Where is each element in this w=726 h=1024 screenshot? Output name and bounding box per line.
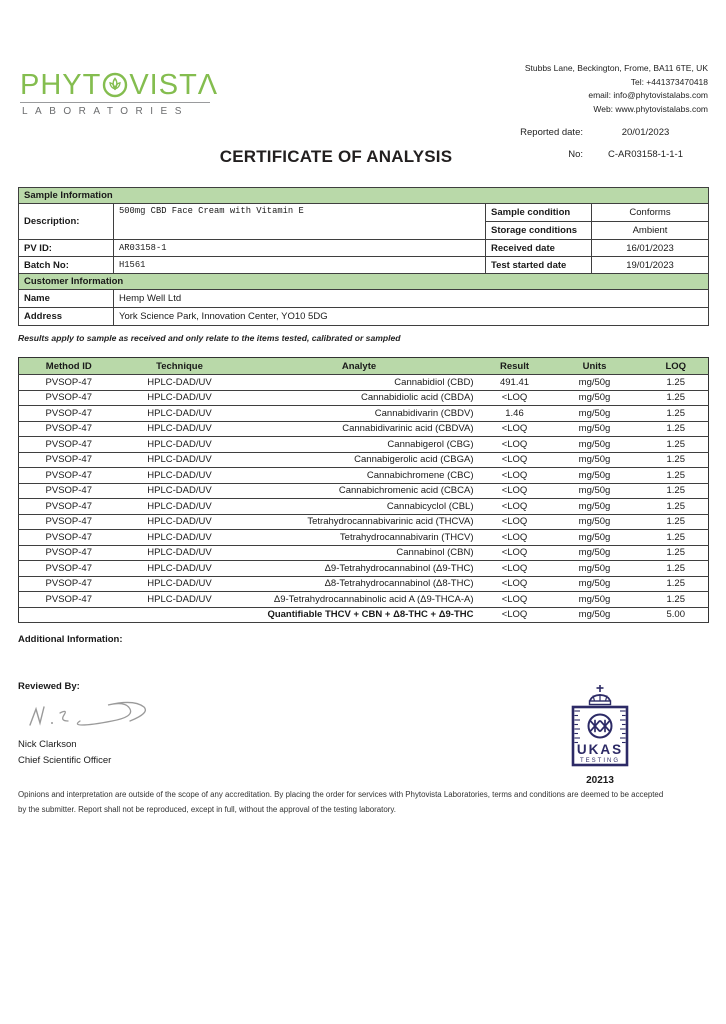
result-method: PVSOP-47 xyxy=(45,531,92,543)
ukas-type-text: TESTING xyxy=(579,758,621,764)
result-method: PVSOP-47 xyxy=(45,485,92,497)
result-units: mg/50g xyxy=(578,609,611,621)
result-row xyxy=(19,545,709,561)
lab-web: Web: www.phytovistalabs.com xyxy=(593,103,708,114)
batch-no-value: H1561 xyxy=(114,257,486,274)
sample-condition-value: Conforms xyxy=(592,204,709,222)
result-technique: HPLC-DAD/UV xyxy=(147,407,212,419)
result-method: PVSOP-47 xyxy=(45,376,92,388)
reported-date-row xyxy=(478,127,708,138)
result-value: 1.46 xyxy=(505,407,524,419)
page-title: CERTIFICATE OF ANALYSIS xyxy=(219,147,453,166)
logo-wordmark xyxy=(20,69,219,101)
result-row xyxy=(19,561,709,577)
leaf-circle-icon xyxy=(102,72,128,98)
test-started-label: Test started date xyxy=(486,257,592,274)
result-loq: 1.25 xyxy=(666,547,685,559)
result-row xyxy=(19,607,709,623)
result-method: PVSOP-47 xyxy=(45,407,92,419)
description-label: Description: xyxy=(19,204,114,240)
result-method xyxy=(19,607,119,623)
result-units: mg/50g xyxy=(578,392,611,404)
result-value: <LOQ xyxy=(501,485,528,497)
sample-condition-label: Sample condition xyxy=(486,204,592,222)
report-no-value: C-AR03158-1-1-1 xyxy=(608,149,683,160)
lab-address: Stubbs Lane, Beckington, Frome, BA11 6TE, UK xyxy=(524,63,708,73)
result-technique: HPLC-DAD/UV xyxy=(147,485,212,497)
result-loq: 1.25 xyxy=(666,531,685,543)
result-value: <LOQ xyxy=(501,438,528,450)
result-loq: 1.25 xyxy=(666,516,685,528)
result-analyte: Tetrahydrocannabivarinic acid (THCVA) xyxy=(307,516,474,528)
ukas-accreditation-number: 20213 xyxy=(586,775,614,786)
result-method: PVSOP-47 xyxy=(45,438,92,450)
result-value: <LOQ xyxy=(501,531,528,543)
result-value: <LOQ xyxy=(501,609,528,621)
result-technique: HPLC-DAD/UV xyxy=(147,423,212,435)
result-loq: 1.25 xyxy=(666,500,685,512)
test-started-value: 19/01/2023 xyxy=(592,257,709,274)
result-method: PVSOP-47 xyxy=(45,423,92,435)
reviewed-by-label: Reviewed By: xyxy=(18,681,80,692)
results-body xyxy=(19,375,709,623)
result-technique: HPLC-DAD/UV xyxy=(147,578,212,590)
result-analyte: Tetrahydrocannabivarin (THCV) xyxy=(339,531,474,543)
ukas-testing-logo-icon xyxy=(560,684,640,768)
received-date-value: 16/01/2023 xyxy=(592,240,709,257)
reported-date-value: 20/01/2023 xyxy=(621,127,670,138)
col-header-method: Method ID xyxy=(19,358,119,375)
result-row xyxy=(19,452,709,468)
results-header-row xyxy=(19,358,709,375)
result-loq: 1.25 xyxy=(666,485,685,497)
result-technique: HPLC-DAD/UV xyxy=(147,469,212,481)
customer-info-header: Customer Information xyxy=(19,274,709,290)
result-technique: HPLC-DAD/UV xyxy=(147,500,212,512)
result-analyte: Δ8-Tetrahydrocannabinol (Δ8-THC) xyxy=(324,578,474,590)
reported-date-label: Reported date: xyxy=(520,127,583,138)
result-value: <LOQ xyxy=(501,562,528,574)
result-analyte: Cannabigerolic acid (CBGA) xyxy=(354,454,474,466)
result-units: mg/50g xyxy=(578,485,611,497)
result-units: mg/50g xyxy=(578,500,611,512)
result-loq: 1.25 xyxy=(666,407,685,419)
result-loq: 1.25 xyxy=(666,469,685,481)
additional-info-label: Additional Information: xyxy=(18,634,123,645)
result-technique: HPLC-DAD/UV xyxy=(147,531,212,543)
result-analyte: Cannabicyclol (CBL) xyxy=(386,500,474,512)
result-method: PVSOP-47 xyxy=(45,516,92,528)
result-row xyxy=(19,437,709,453)
result-value: <LOQ xyxy=(501,500,528,512)
result-technique: HPLC-DAD/UV xyxy=(147,392,212,404)
result-units: mg/50g xyxy=(578,438,611,450)
storage-conditions-value: Ambient xyxy=(592,222,709,240)
col-header-units: Units xyxy=(546,358,644,375)
reviewer-name: Nick Clarkson xyxy=(18,739,77,750)
col-header-result: Result xyxy=(484,358,546,375)
result-row xyxy=(19,421,709,437)
logo-subtitle: LABORATORIES xyxy=(22,106,189,117)
result-analyte: Cannabidivarinic acid (CBDVA) xyxy=(342,423,474,435)
footer-line-2: by the submitter. Report shall not be reproduced, except in full, without the approval of the testing laboratory. xyxy=(18,805,396,814)
result-analyte: Cannabigerol (CBG) xyxy=(387,438,474,450)
result-technique: HPLC-DAD/UV xyxy=(147,376,212,388)
result-analyte: Δ9-Tetrahydrocannabinol (Δ9-THC) xyxy=(324,562,474,574)
pv-id-value: AR03158-1 xyxy=(114,240,486,257)
result-units: mg/50g xyxy=(578,562,611,574)
result-units: mg/50g xyxy=(578,578,611,590)
footer-disclaimer xyxy=(18,787,710,817)
col-header-analyte: Analyte xyxy=(241,358,484,375)
result-method: PVSOP-47 xyxy=(45,454,92,466)
result-technique: HPLC-DAD/UV xyxy=(147,516,212,528)
result-row xyxy=(19,406,709,422)
result-row xyxy=(19,499,709,515)
received-date-label: Received date xyxy=(486,240,592,257)
result-value: <LOQ xyxy=(501,516,528,528)
result-units: mg/50g xyxy=(578,454,611,466)
result-units: mg/50g xyxy=(578,531,611,543)
result-value: <LOQ xyxy=(501,578,528,590)
result-analyte: Cannabichromenic acid (CBCA) xyxy=(338,485,474,497)
report-no-label: No: xyxy=(568,149,583,160)
sample-info-table xyxy=(18,187,709,326)
result-row xyxy=(19,514,709,530)
result-analyte: Δ9-Tetrahydrocannabinolic acid A (Δ9-THCA-A) xyxy=(273,593,474,605)
result-technique: HPLC-DAD/UV xyxy=(147,438,212,450)
phytovista-logo xyxy=(20,69,219,117)
logo-text-left: PHYT xyxy=(20,69,102,101)
ukas-text: UKAS xyxy=(576,742,624,757)
lab-email: email: info@phytovistalabs.com xyxy=(588,90,708,100)
result-units: mg/50g xyxy=(578,547,611,559)
result-units: mg/50g xyxy=(578,516,611,528)
customer-address-label: Address xyxy=(19,308,114,326)
col-header-loq: LOQ xyxy=(644,358,709,375)
result-technique: HPLC-DAD/UV xyxy=(147,547,212,559)
result-loq: 1.25 xyxy=(666,423,685,435)
result-technique: HPLC-DAD/UV xyxy=(147,593,212,605)
result-loq: 5.00 xyxy=(666,609,685,621)
result-loq: 1.25 xyxy=(666,578,685,590)
result-loq: 1.25 xyxy=(666,593,685,605)
result-value: <LOQ xyxy=(501,392,528,404)
result-value: <LOQ xyxy=(501,469,528,481)
result-analyte: Quantifiable THCV + CBN + Δ8-THC + Δ9-THC xyxy=(267,609,474,621)
result-row xyxy=(19,483,709,499)
result-loq: 1.25 xyxy=(666,392,685,404)
storage-conditions-label: Storage conditions xyxy=(486,222,592,240)
col-header-technique: Technique xyxy=(119,358,241,375)
result-row xyxy=(19,530,709,546)
ukas-accreditation xyxy=(560,684,640,786)
sample-info-header: Sample Information xyxy=(19,188,709,204)
result-value: <LOQ xyxy=(501,423,528,435)
result-method: PVSOP-47 xyxy=(45,562,92,574)
customer-name-value: Hemp Well Ltd xyxy=(114,290,709,308)
result-loq: 1.25 xyxy=(666,562,685,574)
result-method: PVSOP-47 xyxy=(45,547,92,559)
result-technique xyxy=(119,607,241,623)
result-row xyxy=(19,375,709,391)
result-value: 491.41 xyxy=(499,376,530,388)
lab-contact-block xyxy=(525,62,708,116)
footer-line-1: Opinions and interpretation are outside of the scope of any accreditation. By placing the order for services with Phytovista Laboratories, terms and conditions are deemed to be accepted xyxy=(18,790,664,799)
result-analyte: Cannabidiol (CBD) xyxy=(394,376,474,388)
logo-text-right: VISTΛ xyxy=(129,69,219,101)
result-row xyxy=(19,390,709,406)
result-row xyxy=(19,592,709,608)
reviewer-title: Chief Scientific Officer xyxy=(18,755,112,766)
result-value: <LOQ xyxy=(501,547,528,559)
result-method: PVSOP-47 xyxy=(45,578,92,590)
result-analyte: Cannabinol (CBN) xyxy=(396,547,474,559)
result-technique: HPLC-DAD/UV xyxy=(147,562,212,574)
result-technique: HPLC-DAD/UV xyxy=(147,454,212,466)
signature-image xyxy=(22,693,182,741)
result-method: PVSOP-47 xyxy=(45,500,92,512)
customer-address-value: York Science Park, Innovation Center, YO10 5DG xyxy=(114,308,709,326)
result-analyte: Cannabidivarin (CBDV) xyxy=(374,407,474,419)
result-value: <LOQ xyxy=(501,593,528,605)
result-units: mg/50g xyxy=(578,423,611,435)
result-analyte: Cannabidiolic acid (CBDA) xyxy=(361,392,474,404)
logo-divider xyxy=(20,102,210,103)
result-analyte: Cannabichromene (CBC) xyxy=(366,469,474,481)
result-units: mg/50g xyxy=(578,593,611,605)
lab-tel: Tel: +441373470418 xyxy=(630,76,708,87)
result-row xyxy=(19,576,709,592)
batch-no-label: Batch No: xyxy=(19,257,114,274)
result-row xyxy=(19,468,709,484)
customer-name-label: Name xyxy=(19,290,114,308)
pv-id-label: PV ID: xyxy=(19,240,114,257)
result-loq: 1.25 xyxy=(666,376,685,388)
result-method: PVSOP-47 xyxy=(45,593,92,605)
result-units: mg/50g xyxy=(578,407,611,419)
result-method: PVSOP-47 xyxy=(45,469,92,481)
result-loq: 1.25 xyxy=(666,438,685,450)
result-loq: 1.25 xyxy=(666,454,685,466)
result-method: PVSOP-47 xyxy=(45,392,92,404)
description-value: 500mg CBD Face Cream with Vitamin E xyxy=(114,204,486,240)
result-value: <LOQ xyxy=(501,454,528,466)
results-disclaimer-note: Results apply to sample as received and only relate to the items tested, calibrated or sampled xyxy=(18,333,401,343)
results-table xyxy=(18,357,709,623)
result-units: mg/50g xyxy=(578,376,611,388)
result-units: mg/50g xyxy=(578,469,611,481)
